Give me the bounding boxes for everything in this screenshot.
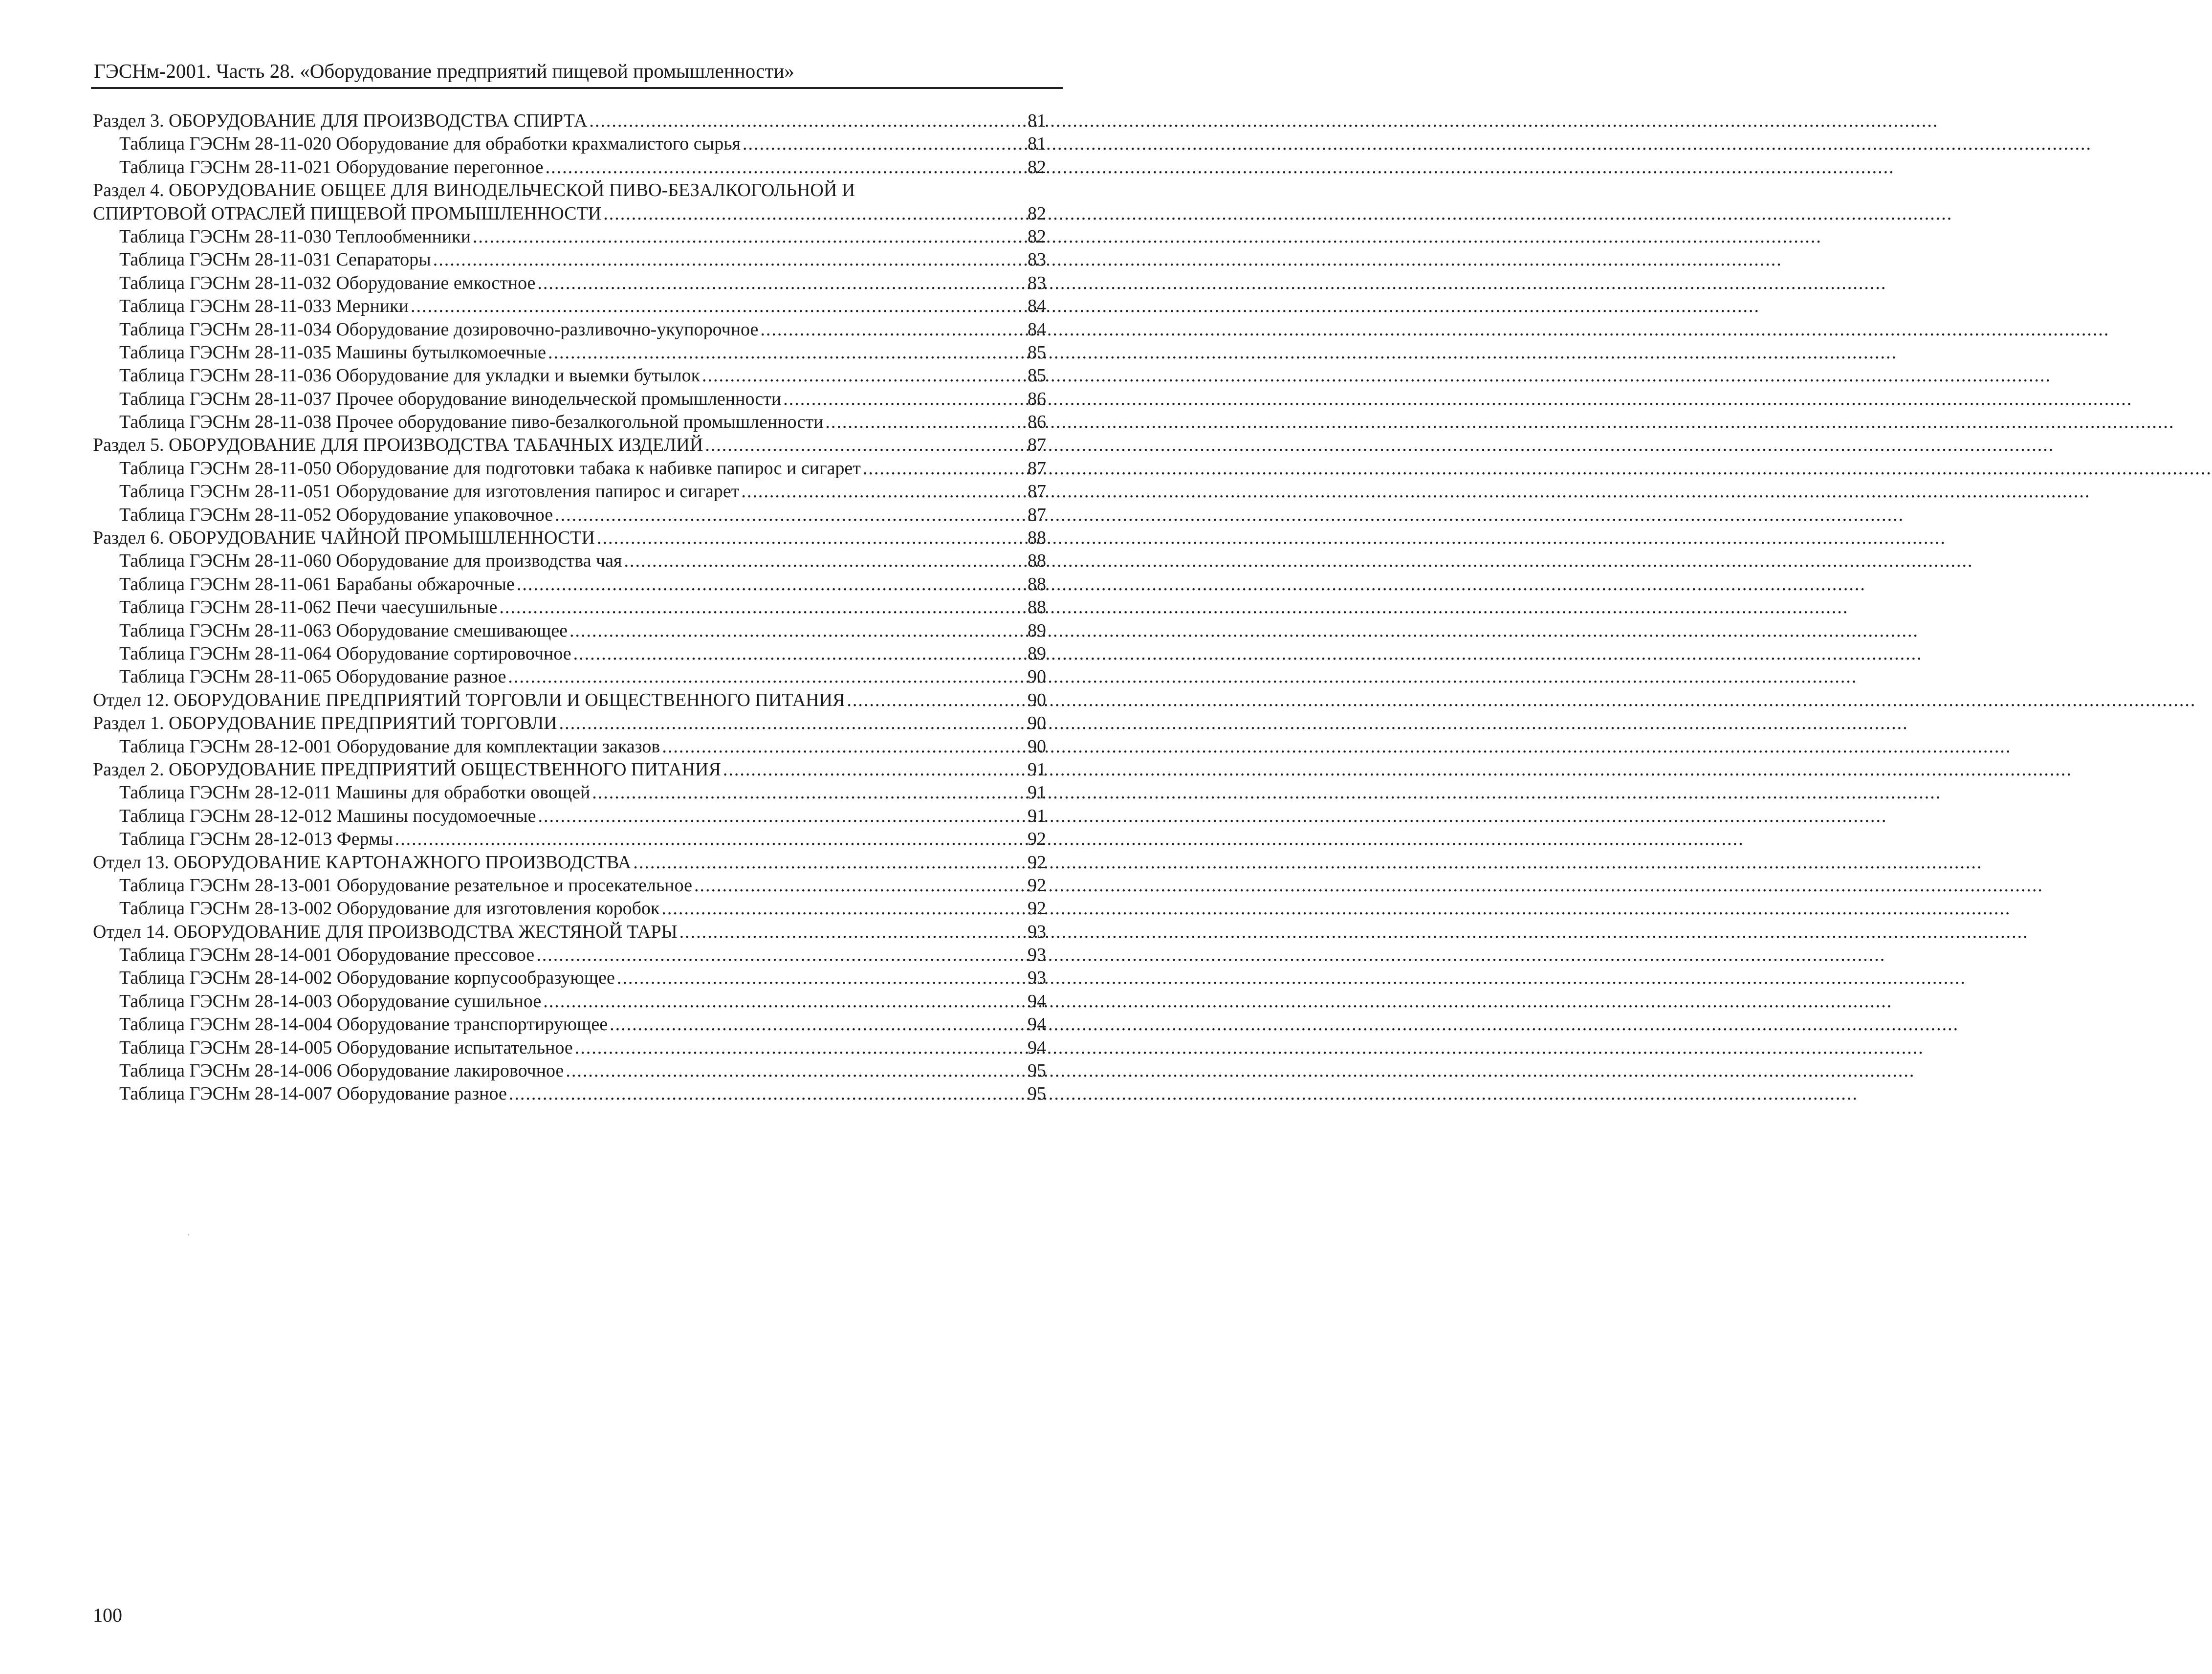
- toc-entry-page: 95: [1028, 1060, 1046, 1081]
- toc-dot-leader: [702, 364, 1023, 387]
- toc-entry-title: Таблица ГЭСНм 28-13-001 Оборудование резательное и просекательное: [119, 875, 692, 896]
- toc-entry-table: [93, 480, 1046, 503]
- toc-entry-title: Таблица ГЭСНм 28-11-038 Прочее оборудование пиво-безалкогольной промышленности: [119, 412, 824, 433]
- toc-dot-leader: [573, 642, 1023, 665]
- page-number: 100: [93, 1604, 122, 1626]
- toc-entry-title: Таблица ГЭСНм 28-12-012 Машины посудомоечные: [119, 805, 536, 826]
- toc-dot-leader: [610, 1013, 1023, 1036]
- toc-entry-title: Таблица ГЭСНм 28-11-051 Оборудование для изготовления папирос и сигарет: [119, 481, 740, 502]
- toc-entry-page: 85: [1028, 342, 1046, 363]
- toc-entry-page: 92: [1028, 875, 1046, 896]
- toc-entry-page: 84: [1028, 319, 1046, 340]
- toc-entry-page: 87: [1028, 435, 1046, 456]
- toc-entry-page: 94: [1028, 991, 1046, 1012]
- toc-dot-leader: [617, 967, 1023, 990]
- toc-entry-title: Таблица ГЭСНм 28-11-033 Мерники: [119, 296, 409, 317]
- toc-entry-table: [93, 619, 1046, 642]
- toc-entry-title: Таблица ГЭСНм 28-11-020 Оборудование для обработки крахмалистого сырья: [119, 133, 741, 154]
- toc-entry-title: Таблица ГЭСНм 28-12-013 Фермы: [119, 829, 393, 850]
- toc-entry-table: [93, 364, 1046, 387]
- toc-entry-page: 89: [1028, 643, 1046, 664]
- toc-entry-page: 86: [1028, 388, 1046, 409]
- toc-entry-table: [93, 642, 1046, 665]
- toc-dot-leader: [592, 781, 1023, 804]
- toc-dot-leader: [538, 805, 1023, 828]
- toc-entry-title: Раздел 5. ОБОРУДОВАНИЕ ДЛЯ ПРОИЗВОДСТВА ТАБАЧНЫХ ИЗДЕЛИЙ: [93, 435, 703, 456]
- toc-entry-title: Таблица ГЭСНм 28-14-007 Оборудование разное: [119, 1083, 507, 1104]
- toc-entry-page: 88: [1028, 528, 1046, 549]
- toc-entry-title: Таблица ГЭСНм 28-11-021 Оборудование перегонное: [119, 156, 544, 177]
- toc-entry-section: [93, 851, 1046, 874]
- toc-entry-table: [93, 225, 1046, 248]
- toc-entry-title: Таблица ГЭСНм 28-11-061 Барабаны обжарочные: [119, 573, 515, 595]
- toc-entry-title: Таблица ГЭСНм 28-14-004 Оборудование транспортирующее: [119, 1014, 608, 1035]
- toc-dot-leader: [566, 1059, 1023, 1082]
- toc-entry-page: 88: [1028, 551, 1046, 572]
- toc-entry-table: [93, 272, 1046, 295]
- toc-dot-leader: [661, 897, 1023, 920]
- toc-dot-leader: [517, 573, 1023, 596]
- toc-entry-page: 88: [1028, 597, 1046, 618]
- toc-entry-section: [93, 712, 1046, 735]
- toc-entry-table: [93, 967, 1046, 990]
- toc-entry-section: [93, 758, 1046, 781]
- toc-dot-leader: [760, 318, 1023, 341]
- toc-dot-leader: [509, 1082, 1023, 1105]
- toc-entry-table: [93, 897, 1046, 920]
- toc-entry-table: [93, 828, 1046, 851]
- toc-entry-table: [93, 874, 1046, 897]
- toc-entry-title: СПИРТОВОЙ ОТРАСЛЕЙ ПИЩЕВОЙ ПРОМЫШЛЕННОСТИ: [93, 203, 602, 224]
- toc-entry-page: 86: [1028, 412, 1046, 433]
- toc-entry-table: [93, 504, 1046, 527]
- toc-dot-leader: [741, 480, 1023, 503]
- toc-entry-page: 87: [1028, 481, 1046, 502]
- toc-entry-title: Таблица ГЭСНм 28-11-032 Оборудование емкостное: [119, 272, 536, 293]
- toc-entry-table: [93, 132, 1046, 155]
- toc-entry-title: Раздел 3. ОБОРУДОВАНИЕ ДЛЯ ПРОИЗВОДСТВА СПИРТА: [93, 110, 588, 131]
- running-header: ГЭСНм-2001. Часть 28. «Оборудование предприятий пищевой промышленности»: [94, 60, 794, 82]
- toc-entry-title: Отдел 13. ОБОРУДОВАНИЕ КАРТОНАЖНОГО ПРОИЗВОДСТВА: [93, 852, 632, 873]
- toc-entry-title: Таблица ГЭСНм 28-14-003 Оборудование сушильное: [119, 991, 542, 1012]
- toc-entry-page: 92: [1028, 852, 1046, 873]
- toc-entry-page: 89: [1028, 620, 1046, 641]
- toc-entry-table: [93, 735, 1046, 758]
- toc-entry-page: 93: [1028, 945, 1046, 966]
- toc-dot-leader: [559, 712, 1023, 735]
- header-divider: [91, 87, 1063, 89]
- toc-entry-section: [93, 202, 1046, 225]
- table-of-contents: [93, 110, 1046, 1106]
- toc-entry-table: [93, 805, 1046, 828]
- toc-entry-title: Таблица ГЭСНм 28-11-064 Оборудование сортировочное: [119, 643, 571, 664]
- toc-entry-page: 81: [1028, 133, 1046, 154]
- toc-dot-leader: [508, 665, 1023, 688]
- toc-entry-page: 83: [1028, 249, 1046, 270]
- toc-entry-table: [93, 341, 1046, 364]
- toc-entry-title: Таблица ГЭСНм 28-12-001 Оборудование для комплектации заказов: [119, 736, 660, 757]
- toc-entry-page: 83: [1028, 272, 1046, 293]
- toc-entry-table: [93, 665, 1046, 688]
- toc-entry-title: Таблица ГЭСНм 28-11-063 Оборудование смешивающее: [119, 620, 568, 641]
- toc-entry-table: [93, 318, 1046, 341]
- toc-dot-leader: [543, 990, 1023, 1013]
- toc-entry-section: [93, 689, 1046, 712]
- toc-entry-title: Таблица ГЭСНм 28-11-062 Печи чаесушильные: [119, 597, 498, 618]
- toc-dot-leader: [863, 457, 1023, 480]
- toc-entry-page: 90: [1028, 713, 1046, 734]
- toc-entry-table: [93, 1036, 1046, 1059]
- toc-dot-leader: [723, 758, 1023, 781]
- toc-entry-table: [93, 573, 1046, 596]
- toc-entry-title: Таблица ГЭСНм 28-13-002 Оборудование для изготовления коробок: [119, 898, 660, 919]
- toc-dot-leader: [694, 874, 1023, 897]
- toc-entry-title: Таблица ГЭСНм 28-11-050 Оборудование для подготовки табака к набивке папирос и сигарет: [119, 458, 861, 479]
- toc-entry-page: 82: [1028, 203, 1046, 224]
- toc-dot-leader: [575, 1036, 1023, 1059]
- toc-dot-leader: [662, 735, 1023, 758]
- toc-entry-page: 87: [1028, 504, 1046, 525]
- toc-entry-page: 88: [1028, 573, 1046, 595]
- scan-speck: [188, 1234, 189, 1235]
- toc-entry-table: [93, 1082, 1046, 1105]
- toc-entry-table: [93, 295, 1046, 318]
- toc-entry-title: Таблица ГЭСНм 28-14-002 Оборудование корпусообразующее: [119, 968, 615, 989]
- toc-entry-page: 92: [1028, 898, 1046, 919]
- toc-entry-title: Таблица ГЭСНм 28-14-001 Оборудование прессовое: [119, 945, 535, 966]
- toc-entry-table: [93, 596, 1046, 619]
- toc-entry-page: 90: [1028, 666, 1046, 687]
- toc-dot-leader: [411, 295, 1023, 318]
- toc-dot-leader: [499, 596, 1023, 619]
- toc-entry-title: Отдел 12. ОБОРУДОВАНИЕ ПРЕДПРИЯТИЙ ТОРГОВЛИ И ОБЩЕСТВЕННОГО ПИТАНИЯ: [93, 689, 845, 710]
- toc-dot-leader: [825, 411, 1023, 434]
- toc-entry-page: 95: [1028, 1083, 1046, 1104]
- toc-entry-section: [93, 921, 1046, 944]
- toc-dot-leader: [569, 619, 1023, 642]
- toc-entry-table: [93, 411, 1046, 434]
- toc-dot-leader: [679, 921, 1023, 944]
- toc-entry-page: 91: [1028, 759, 1046, 780]
- toc-entry-table: [93, 388, 1046, 411]
- toc-entry-page: 90: [1028, 689, 1046, 710]
- toc-entry-table: [93, 1059, 1046, 1082]
- toc-entry-page: 90: [1028, 736, 1046, 757]
- toc-entry-title: Отдел 14. ОБОРУДОВАНИЕ ДЛЯ ПРОИЗВОДСТВА ЖЕСТЯНОЙ ТАРЫ: [93, 921, 678, 942]
- toc-entry-title: Таблица ГЭСНм 28-11-052 Оборудование упаковочное: [119, 504, 553, 525]
- toc-entry-title: Раздел 6. ОБОРУДОВАНИЕ ЧАЙНОЙ ПРОМЫШЛЕННОСТИ: [93, 528, 595, 549]
- toc-entry-table: [93, 781, 1046, 804]
- toc-entry-title: Таблица ГЭСНм 28-11-065 Оборудование разное: [119, 666, 506, 687]
- toc-entry-title: Таблица ГЭСНм 28-14-005 Оборудование испытательное: [119, 1037, 573, 1058]
- toc-entry-page: 87: [1028, 458, 1046, 479]
- toc-dot-leader: [624, 550, 1023, 573]
- toc-entry-title: Таблица ГЭСНм 28-11-031 Сепараторы: [119, 249, 431, 270]
- toc-entry-page: 85: [1028, 365, 1046, 386]
- toc-entry-section: [93, 527, 1046, 550]
- toc-entry-page: 84: [1028, 296, 1046, 317]
- toc-entry-page: 91: [1028, 805, 1046, 826]
- toc-entry-page: 94: [1028, 1037, 1046, 1058]
- toc-entry-page: 91: [1028, 782, 1046, 803]
- toc-dot-leader: [473, 225, 1023, 248]
- toc-entry-table: [93, 1013, 1046, 1036]
- toc-entry-page: 92: [1028, 829, 1046, 850]
- toc-entry-heading-line: Раздел 4. ОБОРУДОВАНИЕ ОБЩЕЕ ДЛЯ ВИНОДЕЛЬЧЕСКОЙ ПИВО-БЕЗАЛКОГОЛЬНОЙ И: [93, 180, 855, 201]
- toc-entry-page: 93: [1028, 921, 1046, 942]
- toc-dot-leader: [633, 851, 1023, 874]
- toc-entry-title: Таблица ГЭСНм 28-11-037 Прочее оборудование винодельческой промышленности: [119, 388, 782, 409]
- toc-entry-title: Таблица ГЭСНм 28-12-011 Машины для обработки овощей: [119, 782, 591, 803]
- toc-entry-page: 82: [1028, 226, 1046, 247]
- toc-entry-title: Таблица ГЭСНм 28-11-035 Машины бутылкомоечные: [119, 342, 546, 363]
- toc-dot-leader: [743, 132, 1023, 155]
- toc-dot-leader: [537, 272, 1023, 295]
- toc-entry-section: [93, 434, 1046, 457]
- toc-entry-table: [93, 944, 1046, 967]
- toc-dot-leader: [433, 248, 1023, 271]
- toc-dot-leader: [597, 527, 1023, 550]
- toc-dot-leader: [783, 388, 1023, 411]
- toc-entry-table: [93, 156, 1046, 179]
- toc-entry-page: 82: [1028, 156, 1046, 177]
- toc-entry-title: Таблица ГЭСНм 28-11-030 Теплообменники: [119, 226, 471, 247]
- toc-dot-leader: [705, 434, 1023, 457]
- toc-entry-page: 81: [1028, 110, 1046, 131]
- toc-entry-title: Таблица ГЭСНм 28-11-034 Оборудование дозировочно-разливочно-укупорочное: [119, 319, 759, 340]
- toc-entry-page: 94: [1028, 1014, 1046, 1035]
- toc-dot-leader: [546, 156, 1023, 179]
- toc-dot-leader: [548, 341, 1023, 364]
- toc-entry-table: [93, 990, 1046, 1013]
- toc-entry-title: Таблица ГЭСНм 28-11-036 Оборудование для укладки и выемки бутылок: [119, 365, 701, 386]
- toc-entry-title: Раздел 2. ОБОРУДОВАНИЕ ПРЕДПРИЯТИЙ ОБЩЕСТВЕННОГО ПИТАНИЯ: [93, 759, 721, 780]
- toc-entry-section: [93, 110, 1046, 132]
- toc-dot-leader: [555, 504, 1023, 527]
- toc-entry-table: [93, 457, 1046, 480]
- toc-entry-title: Раздел 1. ОБОРУДОВАНИЕ ПРЕДПРИЯТИЙ ТОРГОВЛИ: [93, 713, 557, 734]
- toc-dot-leader: [395, 828, 1023, 851]
- toc-dot-leader: [536, 944, 1023, 967]
- toc-dot-leader: [589, 110, 1023, 132]
- toc-entry-title: Таблица ГЭСНм 28-14-006 Оборудование лакировочное: [119, 1060, 564, 1081]
- toc-entry-page: 93: [1028, 968, 1046, 989]
- toc-dot-leader: [603, 202, 1023, 225]
- toc-entry-table: [93, 550, 1046, 573]
- toc-entry-title: Таблица ГЭСНм 28-11-060 Оборудование для производства чая: [119, 551, 622, 572]
- toc-dot-leader: [847, 689, 1023, 712]
- toc-entry-table: [93, 248, 1046, 271]
